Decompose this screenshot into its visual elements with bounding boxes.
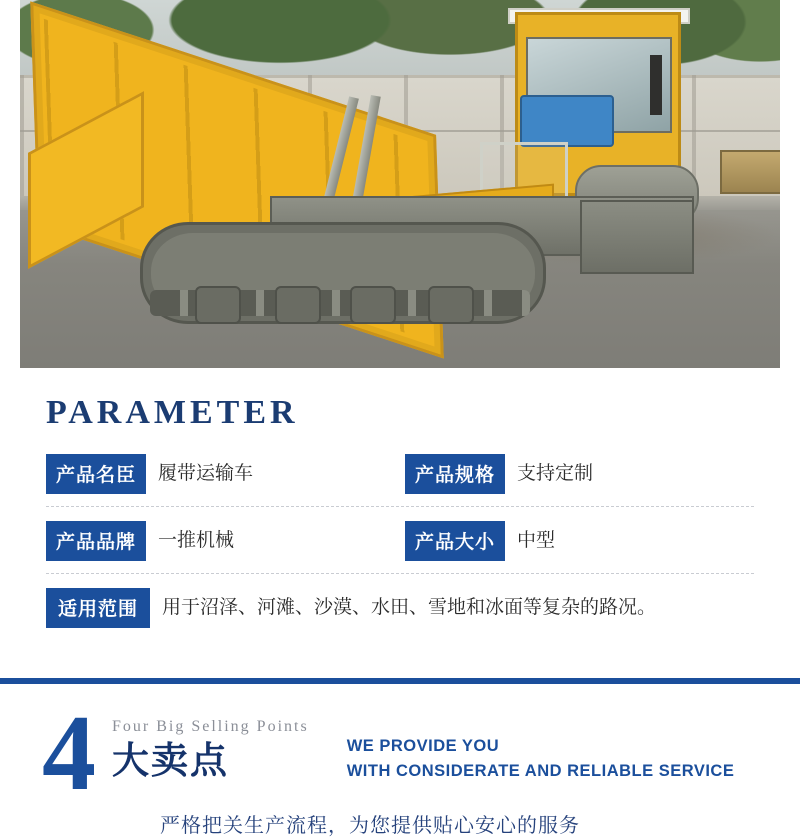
parameter-cell <box>405 521 754 561</box>
parameter-label-specification: 产品规格 <box>405 454 505 494</box>
parameter-table <box>20 454 780 640</box>
parameter-row <box>46 454 754 507</box>
parameter-cell <box>405 454 754 494</box>
parameter-heading: PARAMETER <box>46 394 299 431</box>
parameter-value-product-name: 履带运输车 <box>158 462 254 484</box>
selling-points-section <box>0 678 800 838</box>
track-roller-3 <box>350 286 396 324</box>
parameter-value-brand: 一推机械 <box>158 529 235 551</box>
selling-points-chinese-title: 大卖点 <box>112 740 229 781</box>
wooden-pallet <box>720 150 780 194</box>
selling-points-english-block <box>347 706 735 784</box>
parameter-cell <box>46 454 395 494</box>
engine-cover <box>520 95 614 147</box>
track-roller-1 <box>195 286 241 324</box>
selling-points-subtitle-row <box>20 809 780 838</box>
cab-pillar <box>650 55 662 115</box>
track-roller-2 <box>275 286 321 324</box>
parameter-cell <box>46 588 754 628</box>
parameter-value-application: 用于沼泽、河滩、沙漠、水田、雪地和冰面等复杂的路况。 <box>162 596 657 618</box>
parameter-row <box>46 521 754 574</box>
parameter-cell <box>46 521 395 561</box>
product-photo <box>20 0 780 368</box>
parameter-label-application: 适用范围 <box>46 588 150 628</box>
parameter-label-size: 产品大小 <box>405 521 505 561</box>
parameter-row <box>46 588 754 640</box>
parameter-value-specification: 支持定制 <box>517 462 594 484</box>
selling-points-english-line1: WE PROVIDE YOU <box>346 737 500 755</box>
parameter-section <box>20 368 780 678</box>
parameter-label-brand: 产品品牌 <box>46 521 146 561</box>
selling-points-subtitle: 严格把关生产流程，为您提供贴心安心的服务 <box>160 815 580 838</box>
parameter-label-product-name: 产品名臣 <box>46 454 146 494</box>
track-roller-4 <box>428 286 474 324</box>
selling-points-header <box>20 694 780 813</box>
selling-points-titles <box>112 706 309 783</box>
selling-points-english-line2: WITH CONSIDERATE AND RELIABLE SERVICE <box>346 761 735 780</box>
selling-points-number: 4 <box>42 694 96 813</box>
rear-kickplate <box>580 200 694 274</box>
parameter-value-size: 中型 <box>517 529 556 551</box>
selling-points-english-small: Four Big Selling Points <box>112 718 309 735</box>
